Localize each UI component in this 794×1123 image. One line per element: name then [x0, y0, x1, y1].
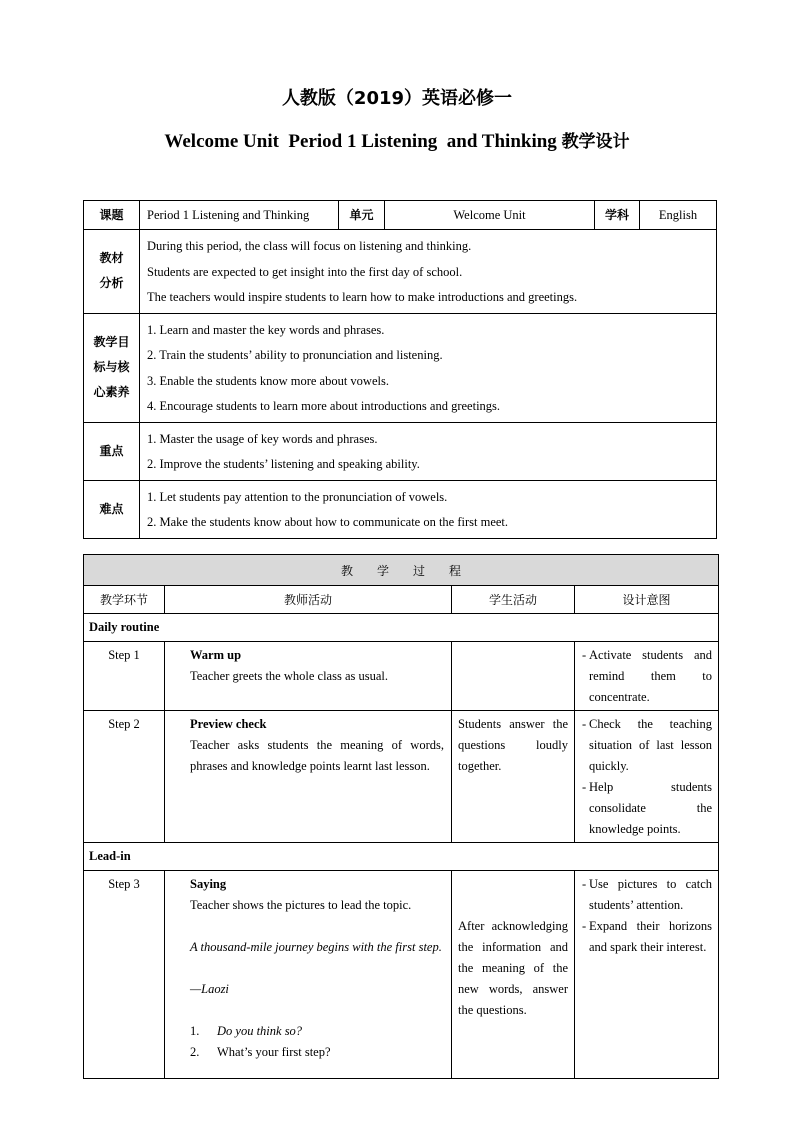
student-activity: [452, 642, 575, 711]
document-subtitle: [0, 127, 794, 153]
process-banner-row: [84, 555, 719, 586]
saying-quote: A thousand-mile journey begins with the first step.: [190, 940, 442, 954]
objectives-content: [140, 313, 717, 422]
analysis-content: [140, 230, 717, 314]
step-label: Step 1: [84, 642, 165, 711]
teacher-text: Teacher greets the whole class as usual.: [190, 669, 389, 683]
intent-item: - Use pictures to catch students’ attention.: [582, 877, 713, 912]
section-title: Lead-in: [84, 843, 719, 871]
analysis-line: During this period, the class will focus on listening and thinking.: [147, 239, 472, 253]
objective-line: 1. Learn and master the key words and phrases.: [147, 322, 385, 337]
section-title: Daily routine: [84, 614, 719, 642]
column-header-teacher: 教师活动: [165, 586, 452, 614]
topic-value: Period 1 Listening and Thinking: [140, 201, 339, 230]
quote-author: —Laozi: [190, 982, 229, 996]
info-row-difficulties: [84, 480, 717, 538]
teacher-activity: [165, 871, 452, 1079]
column-header-stage: 教学环节: [84, 586, 165, 614]
teaching-process-table: [83, 554, 719, 1079]
teacher-activity: [165, 642, 452, 711]
table-row: [84, 871, 719, 1079]
section-row: [84, 614, 719, 642]
label-difficulties: 难点: [84, 480, 140, 538]
unit-value: Welcome Unit: [385, 201, 595, 230]
intent-item: - Activate students and remind them to concentrate.: [582, 648, 713, 704]
analysis-line: The teachers would inspire students to learn how to make introductions and greetings.: [147, 290, 578, 304]
label-unit: 单元: [339, 201, 385, 230]
student-activity: Students answer the questions loudly together.: [452, 711, 575, 843]
difficulty-line: 2. Make the students know about how to communicate on the first meet.: [147, 515, 509, 529]
activity-title: Warm up: [190, 648, 242, 662]
column-header-intent: 设计意图: [575, 586, 719, 614]
difficulties-content: [140, 480, 717, 538]
column-header-student: 学生活动: [452, 586, 575, 614]
activity-title: Preview check: [190, 717, 267, 731]
objective-line: 2. Train the students’ ability to pronunciation and listening.: [147, 348, 443, 362]
design-intent: [575, 711, 719, 843]
teacher-activity: [165, 711, 452, 843]
label-subject: 学科: [595, 201, 640, 230]
table-row: [84, 642, 719, 711]
question-item: 1. Do you think so?: [190, 1024, 303, 1038]
design-intent: [575, 871, 719, 1079]
subtitle-chinese: 教学设计: [561, 132, 630, 152]
key-point-line: 2. Improve the students’ listening and speaking ability.: [147, 457, 420, 471]
info-row-key-points: [84, 422, 717, 480]
step-label: Step 3: [84, 871, 165, 1079]
intent-item: - Help students consolidate the knowledge points.: [582, 780, 713, 836]
design-intent: [575, 642, 719, 711]
table-row: [84, 711, 719, 843]
key-points-content: [140, 422, 717, 480]
subject-value: English: [640, 201, 717, 230]
label-objectives: 教学目 标与核 心素养: [84, 313, 140, 422]
subtitle-english: Welcome Unit Period 1 Listening and Thinking: [164, 131, 562, 152]
intent-item: - Expand their horizons and spark their interest.: [582, 919, 713, 954]
process-header-row: [84, 586, 719, 614]
analysis-line: Students are expected to get insight into the first day of school.: [147, 264, 463, 279]
label-key-points: 重点: [84, 422, 140, 480]
intent-item: - Check the teaching situation of last lesson quickly.: [582, 717, 713, 773]
info-row-analysis: [84, 230, 717, 314]
info-row-objectives: [84, 313, 717, 422]
teacher-text: Teacher asks students the meaning of words, phrases and knowledge points learnt last lesson.: [190, 738, 444, 773]
process-banner: 教 学 过 程: [84, 555, 719, 586]
difficulty-line: 1. Let students pay attention to the pronunciation of vowels.: [147, 489, 448, 504]
student-activity: After acknowledging the information and the meaning of the new words, answer the questions.: [452, 871, 575, 1079]
label-analysis: 教材 分析: [84, 230, 140, 314]
key-point-line: 1. Master the usage of key words and phrases.: [147, 431, 378, 446]
objective-line: 3. Enable the students know more about vowels.: [147, 373, 389, 388]
question-item: 2. What’s your first step?: [190, 1045, 331, 1059]
objective-line: 4. Encourage students to learn more about introductions and greetings.: [147, 399, 501, 413]
lesson-info-table: [83, 200, 717, 539]
section-row: [84, 843, 719, 871]
document-title: 人教版（2019）英语必修一: [281, 88, 513, 109]
teacher-text: Teacher shows the pictures to lead the topic.: [190, 898, 412, 912]
info-row-topic: [84, 201, 717, 230]
label-topic: 课题: [84, 201, 140, 230]
step-label: Step 2: [84, 711, 165, 843]
activity-title: Saying: [190, 877, 227, 891]
